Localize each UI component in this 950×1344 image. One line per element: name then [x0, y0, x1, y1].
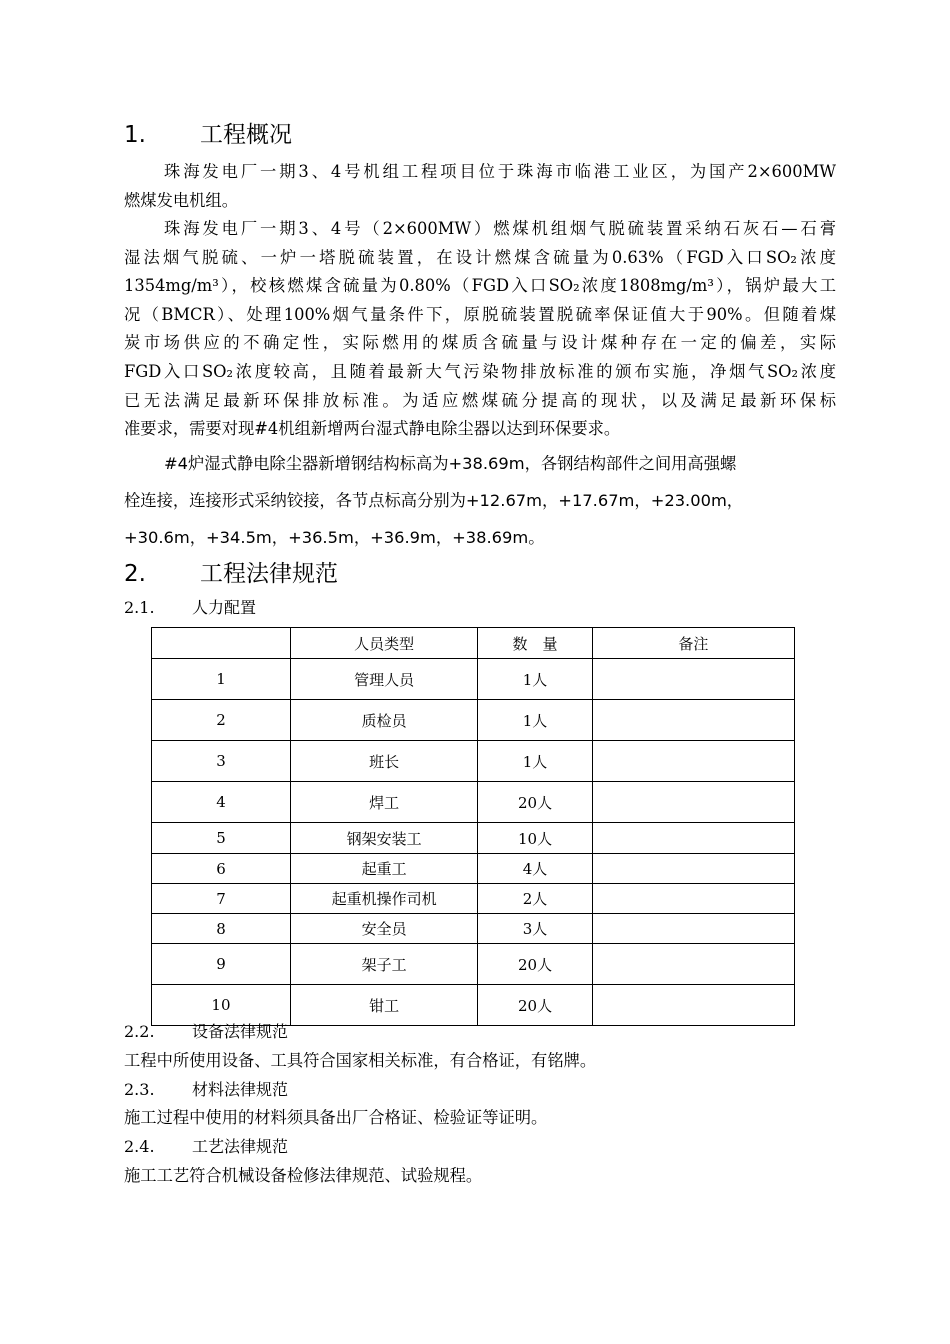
subsection-number: 2.2.	[124, 1022, 155, 1041]
cell-quantity: 1人	[478, 741, 592, 782]
cell-remarks	[592, 914, 794, 944]
cell-quantity: 20人	[478, 944, 592, 985]
table-row	[152, 914, 795, 944]
subsection-title: 材料法律规范	[192, 1080, 289, 1099]
paragraph-line: #4炉湿式静电除尘器新增钢结构标高为+38.69m，各钢结构部件之间用高强螺	[164, 454, 737, 473]
cell-remarks	[592, 700, 794, 741]
table-row	[152, 944, 795, 985]
cell-type: 架子工	[290, 944, 477, 985]
subsection-number: 2.4.	[124, 1137, 155, 1156]
cell-type: 起重工	[290, 854, 477, 884]
section-1-title: 工程概况	[200, 122, 292, 148]
cell-remarks	[592, 659, 794, 700]
cell-quantity: 20人	[478, 782, 592, 823]
section-1-heading	[124, 120, 292, 150]
cell-quantity: 10人	[478, 823, 592, 854]
table-row	[152, 854, 795, 884]
subsection-title: 人力配置	[192, 598, 257, 617]
subsection-2-1-heading	[124, 596, 256, 620]
subsection-number: 2.1.	[124, 598, 155, 617]
cell-remarks	[592, 823, 794, 854]
subsection-title: 设备法律规范	[192, 1022, 289, 1041]
subsection-2-2-heading	[124, 1020, 288, 1044]
cell-type: 管理人员	[290, 659, 477, 700]
paragraph-line: 珠海发电厂一期3、4号机组工程项目位于珠海市临港工业区，为国产2×600MW	[164, 162, 836, 181]
subsection-2-4-heading	[124, 1135, 288, 1159]
table-row	[152, 741, 795, 782]
cell-remarks	[592, 944, 794, 985]
cell-type: 钳工	[290, 985, 477, 1026]
section-1-paragraph-1	[124, 158, 836, 215]
cell-quantity: 20人	[478, 985, 592, 1026]
paragraph-line: 准要求，需要对现#4机组新增两台湿式静电除尘器以达到环保要求。	[124, 419, 621, 439]
paragraph-line: 湿法烟气脱硫、一炉一塔脱硫装置，在设计燃煤含硫量为0.63%（FGD入口SO₂浓度	[124, 247, 836, 267]
cell-index: 9	[152, 944, 291, 985]
section-1-paragraph-2	[124, 215, 836, 444]
subsection-2-2-text: 工程中所使用设备、工具符合国家相关标准，有合格证，有铭牌。	[124, 1051, 597, 1070]
section-2-number: 2.	[124, 561, 146, 587]
table-row	[152, 823, 795, 854]
cell-type: 班长	[290, 741, 477, 782]
section-1-paragraph-3	[124, 445, 836, 556]
cell-index: 4	[152, 782, 291, 823]
cell-type: 质检员	[290, 700, 477, 741]
paragraph-line: 燃煤发电机组。	[124, 190, 238, 210]
header-cell-quantity: 数 量	[478, 628, 592, 659]
cell-quantity: 2人	[478, 884, 592, 914]
cell-remarks	[592, 782, 794, 823]
cell-remarks	[592, 741, 794, 782]
table-row	[152, 700, 795, 741]
subsection-number: 2.3.	[124, 1080, 155, 1099]
cell-remarks	[592, 884, 794, 914]
subsection-2-4-text: 施工工艺符合机械设备检修法律规范、试验规程。	[124, 1166, 483, 1185]
cell-quantity: 1人	[478, 659, 592, 700]
table-row	[152, 782, 795, 823]
subsection-2-3-heading	[124, 1078, 288, 1102]
cell-quantity: 1人	[478, 700, 592, 741]
cell-type: 钢架安装工	[290, 823, 477, 854]
section-2-heading	[124, 559, 338, 589]
cell-type: 焊工	[290, 782, 477, 823]
paragraph-line: 1354mg/m³），校核燃煤含硫量为0.80%（FGD入口SO₂浓度1808mg/m³），锅炉最大工	[124, 276, 836, 296]
staffing-table	[151, 627, 795, 1026]
cell-quantity: 4人	[478, 854, 592, 884]
cell-index: 1	[152, 659, 291, 700]
paragraph-line: 况（BMCR）、处理100%烟气量条件下，原脱硫装置脱硫率保证值大于90%。但随着煤	[124, 304, 836, 324]
paragraph-line: +30.6m，+34.5m，+36.5m，+36.9m，+38.69m。	[124, 528, 545, 547]
section-1-number: 1.	[124, 122, 146, 148]
section-2-title: 工程法律规范	[200, 561, 338, 587]
table-row	[152, 659, 795, 700]
cell-index: 6	[152, 854, 291, 884]
header-cell-remarks: 备注	[592, 628, 794, 659]
paragraph-line: FGD入口SO₂浓度较高，且随着最新大气污染物排放标准的颁布实施，净烟气SO₂浓度	[124, 361, 836, 381]
table-header-row	[152, 628, 795, 659]
cell-index: 10	[152, 985, 291, 1026]
cell-index: 2	[152, 700, 291, 741]
paragraph-line: 已无法满足最新环保排放标准。为适应燃煤硫分提高的现状，以及满足最新环保标	[124, 390, 836, 410]
header-cell-index	[152, 628, 291, 659]
cell-remarks	[592, 854, 794, 884]
cell-remarks	[592, 985, 794, 1026]
subsection-title: 工艺法律规范	[192, 1137, 289, 1156]
table-row	[152, 884, 795, 914]
cell-index: 3	[152, 741, 291, 782]
cell-index: 7	[152, 884, 291, 914]
cell-quantity: 3人	[478, 914, 592, 944]
paragraph-line: 珠海发电厂一期3、4号（2×600MW）燃煤机组烟气脱硫装置采纳石灰石—石膏	[164, 219, 836, 238]
paragraph-line: 栓连接，连接形式采纳铰接，各节点标高分别为+12.67m，+17.67m，+23.00m，	[124, 491, 744, 510]
cell-index: 5	[152, 823, 291, 854]
subsection-2-3-text: 施工过程中使用的材料须具备出厂合格证、检验证等证明。	[124, 1108, 548, 1127]
paragraph-line: 炭市场供应的不确定性，实际燃用的煤质含硫量与设计煤种存在一定的偏差，实际	[124, 333, 836, 353]
header-cell-type: 人员类型	[290, 628, 477, 659]
cell-type: 安全员	[290, 914, 477, 944]
cell-index: 8	[152, 914, 291, 944]
cell-type: 起重机操作司机	[290, 884, 477, 914]
